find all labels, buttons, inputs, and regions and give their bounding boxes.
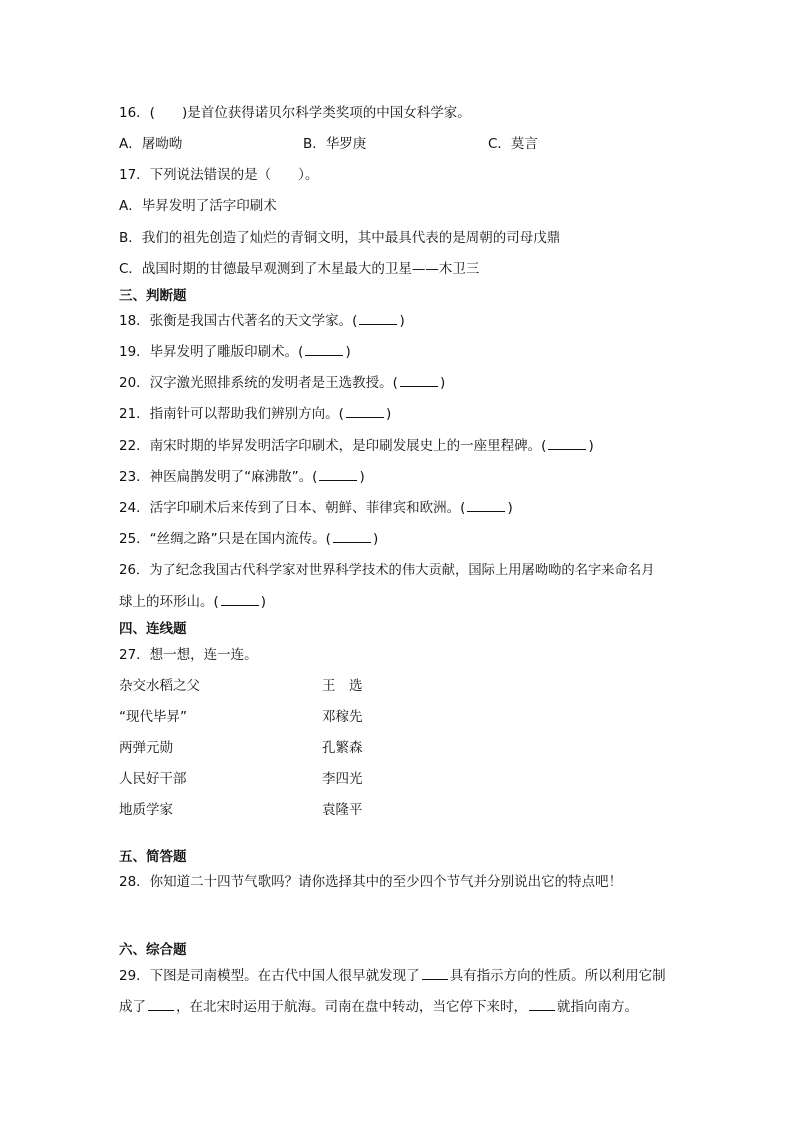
section-3-heading: 三、判断题	[119, 288, 187, 304]
q20-paren: )	[439, 375, 446, 391]
q29-text-5: 就指向南方。	[557, 999, 638, 1015]
q25	[119, 530, 378, 548]
q29-line-1	[119, 967, 666, 985]
answer-blank[interactable]	[333, 530, 371, 543]
answer-blank[interactable]	[529, 998, 555, 1011]
answer-blank[interactable]	[359, 312, 397, 325]
q25-text: 25．“丝绸之路”只是在国内流传。(	[119, 531, 331, 547]
q26-text: 球上的环形山。(	[119, 594, 219, 610]
q28-stem: 28．你知道二十四节气歌吗？请你选择其中的至少四个节气并分别说出它的特点吧！	[119, 874, 623, 890]
q19-text: 19．毕昇发明了雕版印刷术。(	[119, 344, 304, 360]
section-4-heading: 四、连线题	[119, 621, 187, 637]
q27-stem: 27．想一想，连一连。	[119, 647, 258, 663]
q19	[119, 343, 351, 361]
q26-line-2	[119, 593, 266, 611]
q17-stem: 17．下列说法错误的是（ ）。	[119, 167, 319, 183]
match-right-2[interactable]: 邓稼先	[322, 709, 363, 725]
q18	[119, 312, 405, 330]
q24-text: 24．活字印刷术后来传到了日本、朝鲜、菲律宾和欧洲。(	[119, 500, 466, 516]
q17-option-b: B．我们的祖先创造了灿烂的青铜文明，其中最具代表的是周朝的司母戊鼎	[119, 230, 561, 246]
q18-paren: )	[399, 313, 405, 329]
q22-text: 22．南宋时期的毕昇发明活字印刷术，是印刷发展史上的一座里程碑。(	[119, 438, 547, 454]
answer-blank[interactable]	[346, 405, 384, 418]
q16-option-b: B．华罗庚	[303, 136, 367, 152]
answer-blank[interactable]	[305, 343, 343, 356]
q18-text: 18．张衡是我国古代著名的天文学家。(	[119, 313, 358, 329]
q21	[119, 405, 391, 423]
match-left-2[interactable]: “现代毕昇”	[119, 709, 187, 725]
match-left-3[interactable]: 两弹元勋	[119, 740, 173, 756]
q21-paren: )	[385, 406, 392, 422]
answer-blank[interactable]	[400, 374, 438, 387]
q26-paren: )	[260, 594, 267, 610]
match-left-5[interactable]: 地质学家	[119, 802, 173, 818]
q29-line-2	[119, 998, 638, 1016]
answer-blank[interactable]	[319, 468, 357, 481]
match-left-1[interactable]: 杂交水稻之父	[119, 678, 200, 694]
q17-option-a: A．毕昇发明了活字印刷术	[119, 198, 277, 214]
q29-text-3: 成了	[119, 999, 146, 1015]
q25-paren: )	[372, 531, 379, 547]
q23-paren: )	[359, 469, 365, 485]
q17-option-c: C．战国时期的甘德最早观测到了木星最大的卫星——木卫三	[119, 261, 480, 277]
q23	[119, 468, 365, 486]
q29-text-2: 具有指示方向的性质。所以利用它制	[449, 968, 666, 984]
q24	[119, 499, 513, 517]
q21-text: 21．指南针可以帮助我们辨别方向。(	[119, 406, 344, 422]
q16-stem: 16．( )是首位获得诺贝尔科学类奖项的中国女科学家。	[119, 105, 471, 121]
q20-text: 20．汉字激光照排系统的发明者是王选教授。(	[119, 375, 398, 391]
q22-paren: )	[588, 438, 594, 454]
match-right-4[interactable]: 李四光	[322, 771, 363, 787]
q26-line-1: 26．为了纪念我国古代科学家对世界科学技术的伟大贡献，国际上用屠呦呦的名字来命名月	[119, 563, 655, 578]
answer-blank[interactable]	[148, 998, 174, 1011]
q24-paren: )	[507, 500, 513, 516]
match-right-3[interactable]: 孔繁森	[322, 740, 363, 756]
match-right-5[interactable]: 袁隆平	[322, 802, 363, 818]
match-left-4[interactable]: 人民好干部	[119, 771, 187, 787]
section-6-heading: 六、综合题	[119, 942, 187, 958]
answer-blank[interactable]	[221, 593, 259, 606]
q22	[119, 437, 594, 455]
q16-option-a: A．屠呦呦	[119, 136, 183, 152]
q16-option-c: C．莫言	[488, 136, 538, 152]
answer-blank[interactable]	[548, 437, 586, 450]
section-5-heading: 五、简答题	[119, 849, 187, 865]
answer-blank[interactable]	[422, 967, 448, 980]
q29-text-4: ，在北宋时运用于航海。司南在盘中转动，当它停下来时，	[176, 999, 527, 1015]
q20	[119, 374, 445, 392]
answer-blank[interactable]	[467, 499, 505, 512]
q29-text-1: 29．下图是司南模型。在古代中国人很早就发现了	[119, 968, 420, 984]
match-right-1[interactable]: 王 选	[322, 678, 363, 694]
q19-paren: )	[345, 344, 351, 360]
q23-text: 23．神医扁鹊发明了“麻沸散”。(	[119, 469, 318, 485]
